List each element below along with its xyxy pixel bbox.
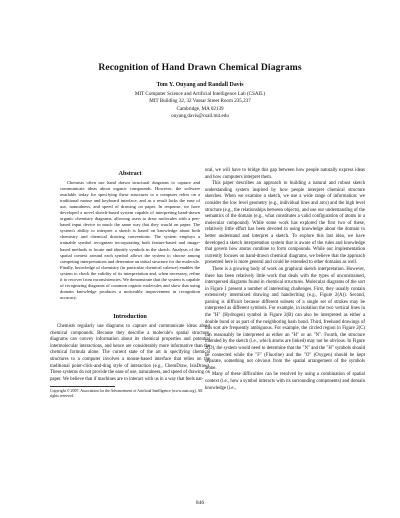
affiliation-line-3: Cambridge, MA 02139 bbox=[176, 105, 224, 112]
introduction-body bbox=[50, 324, 210, 383]
body-paragraph: This paper describes an approach to building a natural and robust sketch understanding system inspired by how people interpret chemical structure sketches. When we examine a sketch, we use a wide range of information: we consider the low level geometry (e.g., individual lines and arcs) and the high level structure (e.g., the relationships between objects), and use our understanding of the semantics of the domain (e.g., what constitutes a valid configuration of atoms in a molecular compound). While some work has explored the first two of these, relatively little effort has been devoted to using knowledge about the domain to better understand and interpret a sketch. To explore this last idea, we have developed a sketch interpretation system that is aware of the rules and knowledge that govern how atoms combine to form compounds. While our implementation currently focuses on hand-drawn chemical diagrams, we believe that the approach presented here is more general and could be extended to other domains as well. bbox=[205, 181, 365, 266]
introduction-heading: Introduction bbox=[113, 312, 147, 320]
footnote-rule bbox=[50, 386, 115, 387]
author-list: Tom Y. Ouyang and Randall Davis bbox=[156, 82, 244, 88]
right-column-body bbox=[205, 168, 365, 392]
body-paragraph-continued: ural, we will have to bridge this gap between how people naturally express ideas and how computers interpret them. bbox=[205, 168, 365, 180]
introduction-paragraph: Chemists regularly use diagrams to capture and communicate ideas about chemical compounds. Because they describe a molecule's spatial structure, diagrams can convey information about its chemical properties and potential intermolecular interactions, and hence are considerably more informative than the chemical formula alone. The current state of the art in specifying chemical structures to a computer involves a mouse-based interface that relies on the traditional point-click-and-drag style of interaction (e.g., ChemDraw, IsisDraw). These systems do not provide the ease of use, naturalness, and speed of drawing on paper. We believe that if machines are to interact with us in a way that feels nat- bbox=[50, 323, 210, 382]
author-email: ouyang,davis@csail.mit.edu bbox=[171, 113, 229, 120]
paper-title: Recognition of Hand Drawn Chemical Diagrams bbox=[98, 62, 302, 73]
affiliation-line-2: MIT Building 32, 32 Vassar Street Room 235,237 bbox=[149, 98, 251, 105]
abstract-body bbox=[50, 180, 210, 301]
author-affiliation bbox=[0, 91, 400, 121]
abstract-heading: Abstract bbox=[118, 170, 142, 177]
page-number: 846 bbox=[195, 500, 205, 506]
copyright-footnote: Copyright © 2007, Association for the Advancement of Artificial Intelligence (www.aaai.org). All rights reserved. bbox=[50, 389, 203, 399]
right-column bbox=[205, 168, 365, 392]
left-column bbox=[50, 170, 210, 400]
abstract-text: Chemists often use hand drawn structural diagrams to capture and communicate ideas about organic compounds. However, the software available today for specifying these structures to a computer relies on a traditional mouse and keyboard interface, and as a result lacks the ease of use, naturalness, and speed of drawing on paper. In response, we have developed a novel sketch-based system capable of interpreting hand-drawn organic chemistry diagrams, allowing users to draw molecules with a pen-based input device in much the same way that they would on paper. The system's ability to interpret a sketch is based on knowledge about both chemistry and chemical drawing conventions. The system employs a trainable symbol recognizer incorporating both feature-based and image-based methods to locate and identify symbols in the sketch. Analysis of the spatial context around each symbol allows the system to choose among competing interpretations and determine an initial structure for the molecule. Finally, knowledge of chemistry (in particular chemical valence) enables the system to check the validity of its interpretation and, when necessary, refine it to recover from inconsistencies. We demonstrate that the system is capable of recognizing diagrams of common organic molecules and show that using domain knowledge produces a noticeable improvement in recognition accuracy. bbox=[60, 180, 200, 300]
body-paragraph: There is a growing body of work on graphical sketch interpretation. However, there has been relatively little work that deals with the types of unconstrained, interspersed diagrams found in chemical structures. Molecular diagrams of the sort in Figure 1 present a number of interesting challenges. First, they usually contain extensively intermixed drawing and handwriting (e.g., Figure 2(A)). Second, parsing is difficult because different subsets of a single set of strokes may be interpreted as different symbols. For example, in isolation the two vertical lines in the "H" (Hydrogen) symbol in Figure 2(B) can also be interpreted as either a double bond or as part of the neighboring hash bond. Third, freehand drawings of this sort are frequently ambiguous. For example, the circled region in Figure 2(C) can reasonably be interpreted as either an "H" or an "N". Fourth, the structure intended by the sketch (i.e., which atoms are linked) may not be obvious. In Figure 2(D), the system would need to determine that the "N" and the "H" symbols should be connected while the "F" (Fluorine) and the "O" (Oxygen) should be kept separate, something not obvious from the spatial arrangement of the symbols alone. bbox=[205, 266, 365, 371]
body-paragraph: Many of these difficulties can be resolved by using a combination of spatial context (i.e., how a symbol interacts with its surrounding components) and domain knowledge (i.e., bbox=[205, 372, 365, 391]
affiliation-line-1: MIT Computer Science and Artificial Intelligence Lab (CSAIL) bbox=[134, 91, 266, 97]
